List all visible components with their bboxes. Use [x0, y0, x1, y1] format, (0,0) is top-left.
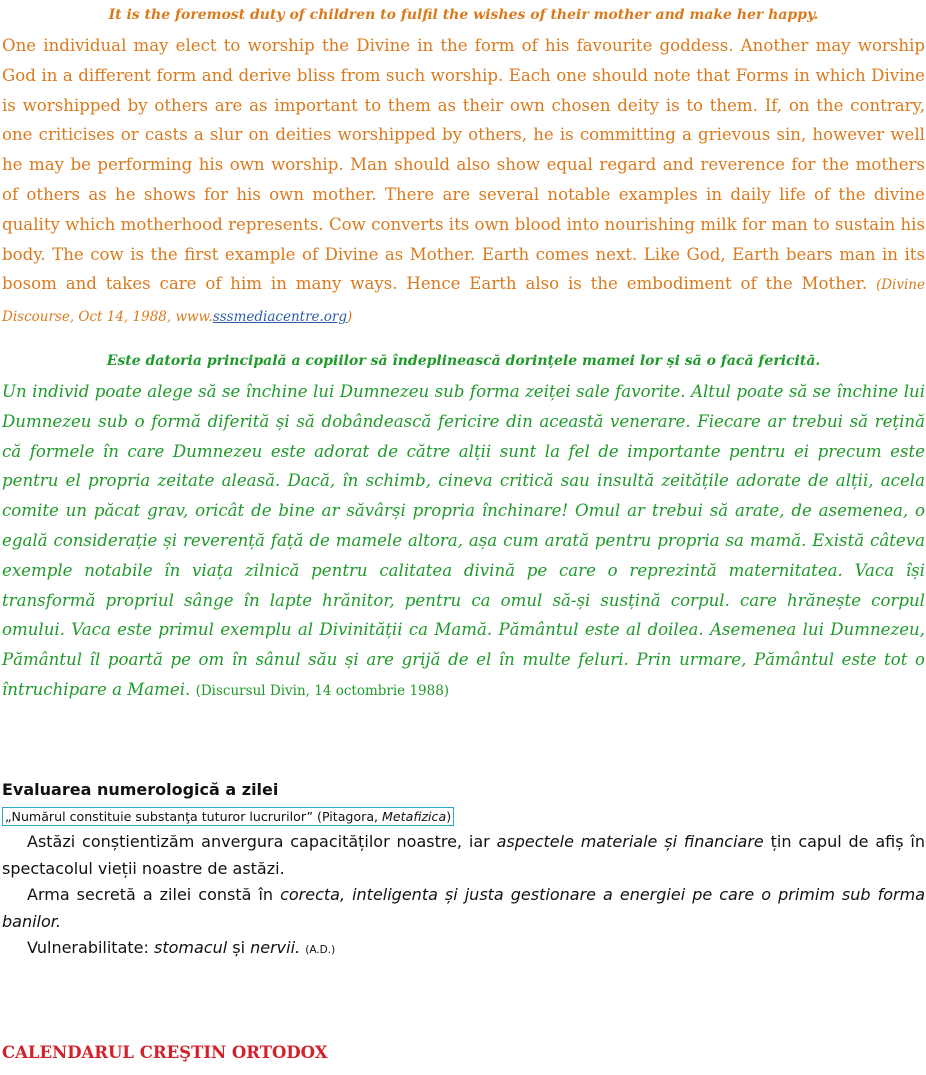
- romanian-body: Un individ poate alege să se închine lui Dumnezeu sub forma zeiței sale favorite. Altul poate să se închine lui Dumnezeu sub o formă diferită și să dobândească fericire din această venerare. Fiecare ar trebui să rețină că formele în care Dumnezeu este adorat de către alții sunt la fel de importante pentru ei precum este pentru el propria zeitate aleasă. Dacă, în schimb, cineva critică sau insultă zeitățile adorate de alții, acela comite un păcat grav, oricât de bine ar săvârși propria închinare! Omul ar trebui să arate, de asemenea, o egală considerație și reverență față de mamele altora, așa cum arată pentru propria sa mamă. Există câteva exemple notabile în viața zilnică pentru calitatea divină pe care o reprezintă maternitatea. Vaca își transformă propriul sânge în lapte hrănitor, pentru ca omul să-și susțină corpul. care hrănește corpul omului. Vaca este primul exemplu al Divinității ca Mamă. Pământul este al doilea. Asemenea lui Dumnezeu, Pământul îl poartă pe om în sânul său și are grijă de el în multe feluri. Prin urmare, Pământul este tot o întruchipare a Mamei.: [2, 382, 925, 699]
- numerology-line-1: Astăzi conștientizăm anvergura capacităților noastre, iar aspectele materiale și financiare țin capul de afiș în spectacolul vieții noastre de astăzi.: [2, 832, 926, 878]
- numerology-line-2: Arma secretă a zilei constă în corecta, inteligenta și justa gestionare a energiei pe care o primim sub forma banilor.: [2, 885, 925, 931]
- romanian-heading: Este datoria principală a copiilor să îndeplinească dorințele mamei lor și să o facă fericită.: [106, 353, 821, 369]
- sssmediacentre-link[interactable]: sssmediacentre.org: [212, 309, 348, 326]
- english-paragraph: [2, 31, 925, 333]
- romanian-paragraph: [2, 377, 925, 707]
- english-citation: (Divine Discourse, Oct 14, 1988, www.sssmediacentre.org): [2, 277, 925, 326]
- english-body: One individual may elect to worship the Divine in the form of his favourite goddess. Another may worship God in a different form and derive bliss from such worship. Each one should note that Forms in which Divine is worshipped by others are as important to them as their own chosen deity is to them. If, on the contrary, one criticises or casts a slur on deities worshipped by others, he is committing a grievous sin, however well he may be performing his own worship. Man should also show equal regard and reverence for the mothers of others as he shows for his own mother. There are several notable examples in daily life of the divine quality which motherhood represents. Cow converts its own blood into nourishing milk for man to sustain his body. The cow is the first example of Divine as Mother. Earth comes next. Like God, Earth bears man in its bosom and takes care of him in many ways. Hence Earth also is the embodiment of the Mother.: [2, 36, 925, 294]
- numerology-line-3: Vulnerabilitate: stomacul și nervii. (A.D.): [27, 938, 336, 957]
- calendar-title: CALENDARUL CREŞTIN ORTODOX: [2, 1043, 328, 1062]
- english-heading: It is the foremost duty of children to fulfil the wishes of their mother and make her happy.: [108, 7, 819, 23]
- romanian-citation: (Discursul Divin, 14 octombrie 1988): [195, 682, 450, 699]
- pythagoras-quote: „Numărul constituie substanţa tuturor lucrurilor” (Pitagora, Metafizica): [2, 807, 454, 826]
- numerology-title: Evaluarea numerologică a zilei: [2, 780, 279, 799]
